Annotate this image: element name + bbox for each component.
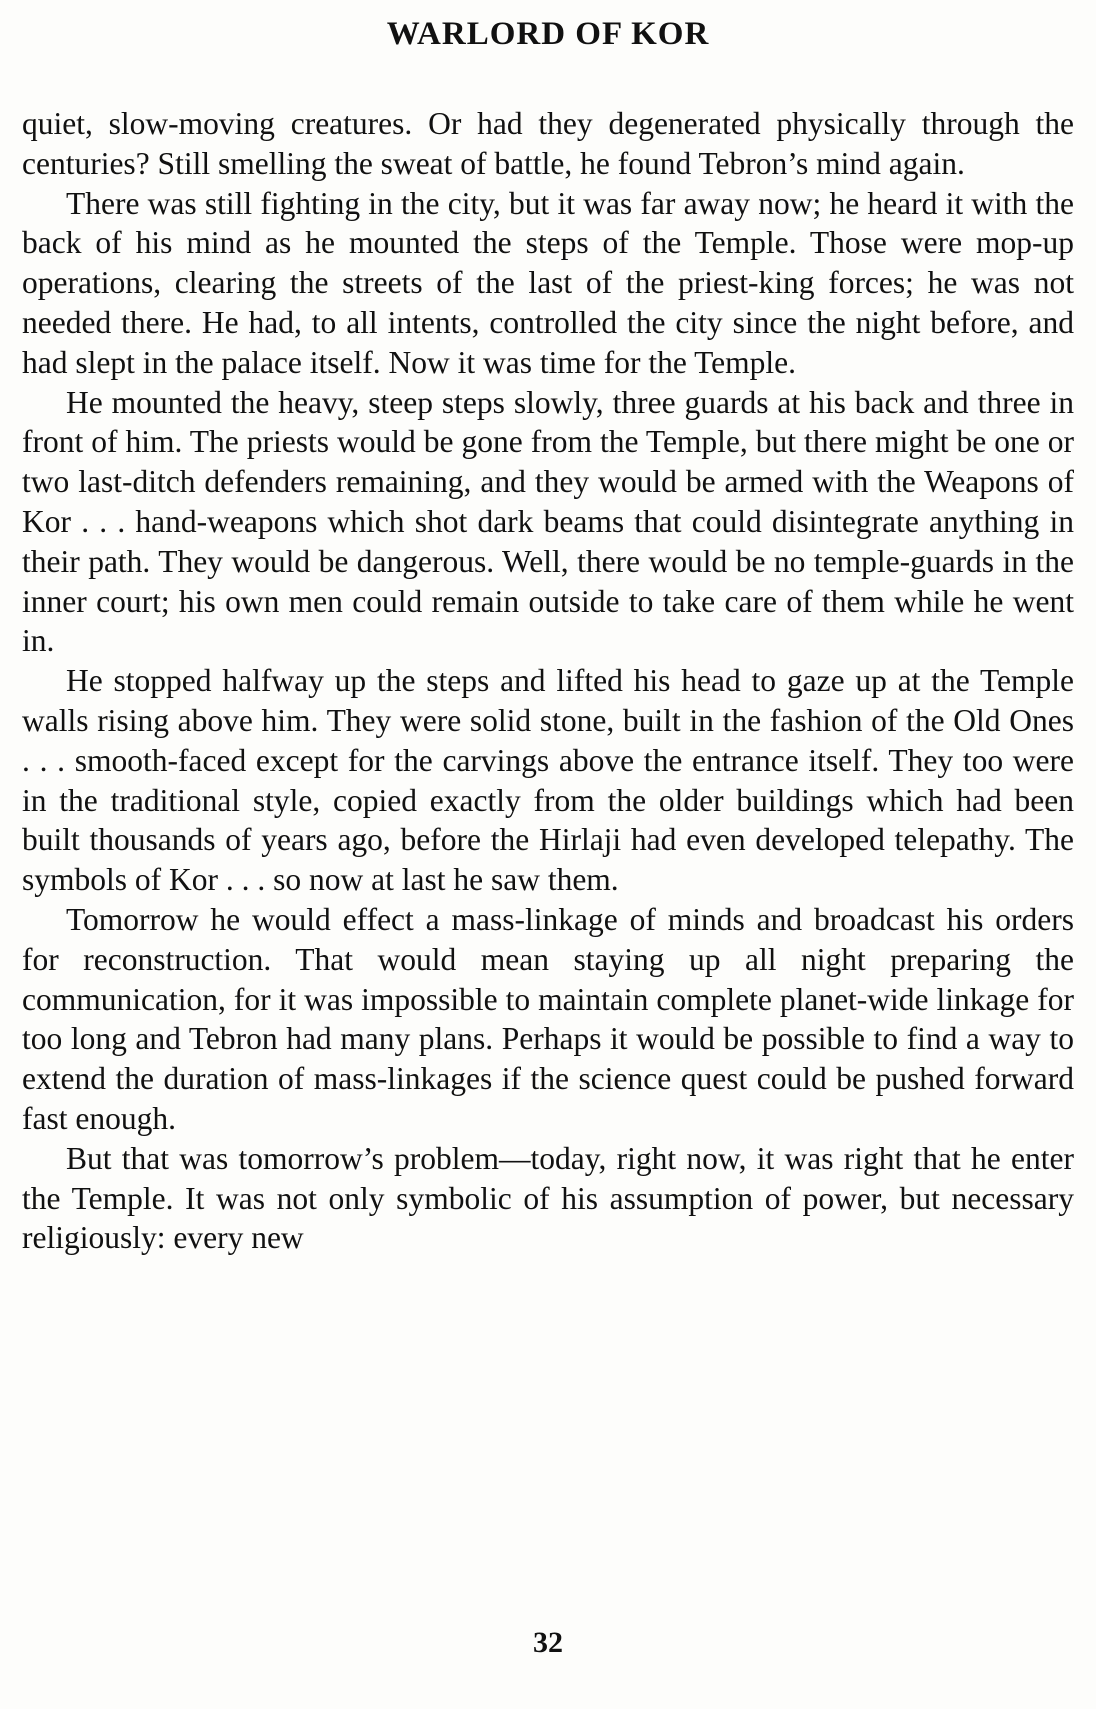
paragraph-5: Tomorrow he would effect a mass-linkage of minds and broadcast his orders for reconstruction. That would mean staying up all night preparing the communication, for it was impossible to maintain complete planet-wide linkage for too long and Tebron had many plans. Perhaps it would be possible to find a way to extend the duration of mass-linkages if the science quest could be pushed forward fast enough.: [22, 901, 1074, 1136]
paragraph-4: He stopped halfway up the steps and lifted his head to gaze up at the Temple walls rising above him. They were solid stone, built in the fashion of the Old Ones . . . smooth-faced except for the carvings above the entrance itself. They too were in the traditional style, copied exactly from the older buildings which had been built thousands of years ago, before the Hirlaji had even developed telepathy. The symbols of Kor . . . so now at last he saw them.: [22, 663, 1074, 898]
paragraph-3: He mounted the heavy, steep steps slowly, three guards at his back and three in front of him. The priests would be gone from the Temple, but there might be one or two last-ditch defenders remaining, and they would be armed with the Weapons of Kor . . . hand-weapons which shot dark beams that could disintegrate anything in their path. They would be dangerous. Well, there would be no temple-guards in the inner court; his own men could remain outside to take care of them while he went in.: [22, 384, 1074, 659]
body-text: [22, 104, 1074, 1258]
paragraph-1: quiet, slow-moving creatures. Or had they degenerated physically through the centuries? Still smelling the sweat of battle, he found Tebron’s mind again.: [22, 106, 1074, 181]
paragraph-2: There was still fighting in the city, but it was far away now; he heard it with the back of his mind as he mounted the steps of the Temple. Those were mop-up operations, clearing the streets of the last of the priest-king forces; he was not needed there. He had, to all intents, controlled the city since the night before, and had slept in the palace itself. Now it was time for the Temple.: [22, 185, 1074, 380]
paragraph-6: But that was tomorrow’s problem—today, right now, it was right that he enter the Temple. It was not only symbolic of his assumption of power, but necessary religiously: every new: [22, 1140, 1074, 1256]
running-head: WARLORD OF KOR: [386, 16, 710, 52]
page-number: 32: [533, 1626, 563, 1659]
